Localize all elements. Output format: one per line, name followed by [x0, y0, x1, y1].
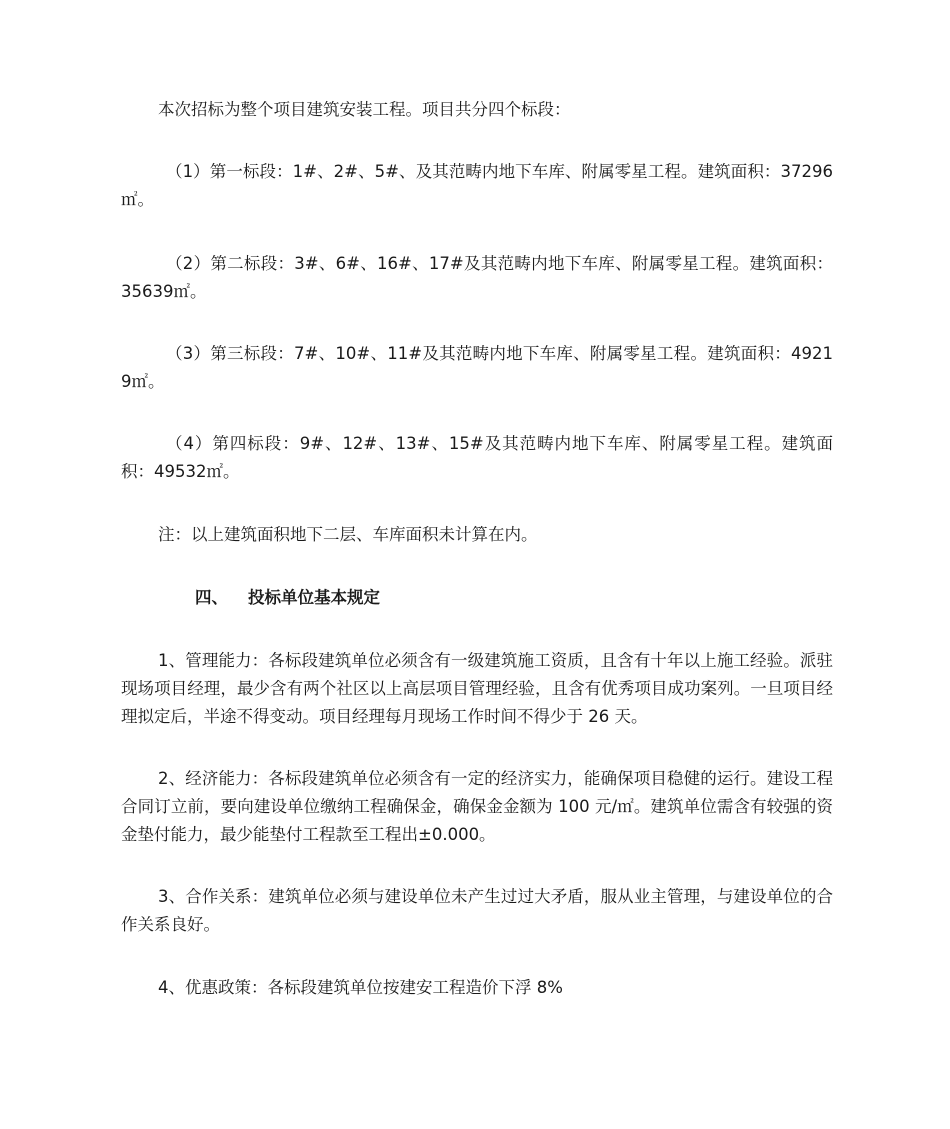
note-paragraph: 注：以上建筑面积地下二层、车库面积未计算在内。: [158, 525, 538, 544]
section-2-paragraph: （2）第二标段：3#、6#、16#、17#及其范畴内地下车库、附属零星工程。建筑面积： 35639㎡。: [121, 254, 833, 301]
rule-1-paragraph: 1、管理能力：各标段建筑单位必须含有一级建筑施工资质，且含有十年以上施工经验。派驻现场项目经理，最少含有两个社区以上高层项目管理经验，且含有优秀项目成功案列。一旦项目经理拟定后，半途不得变动。项目经理每月现场工作时间不得少于 26 天。: [121, 651, 833, 726]
section-4-paragraph: （4）第四标段：9#、12#、13#、15#及其范畴内地下车库、附属零星工程。建筑面积：49532㎡。: [121, 434, 833, 481]
rule-2-paragraph: 2、经济能力：各标段建筑单位必须含有一定的经济实力，能确保项目稳健的运行。建设工程合同订立前，要向建设单位缴纳工程确保金，确保金金额为 100 元/㎡。建筑单位需含有较强的资金垫付能力，最少能垫付工程款至工程出±0.000。: [121, 769, 833, 844]
rule-4-paragraph: 4、优惠政策：各标段建筑单位按建安工程造价下浮 8%: [158, 978, 563, 997]
intro-paragraph: 本次招标为整个项目建筑安装工程。项目共分四个标段：: [158, 100, 571, 119]
section-heading: [121, 584, 833, 612]
section-3-paragraph: （3）第三标段：7#、10#、11#及其范畴内地下车库、附属零星工程。建筑面积：49219㎡。: [121, 344, 833, 391]
section-heading-number: 四、: [195, 588, 228, 607]
rule-3-paragraph: 3、合作关系：建筑单位必须与建设单位未产生过过大矛盾，服从业主管理，与建设单位的合作关系良好。: [121, 887, 833, 934]
section-1-paragraph: （1）第一标段：1#、2#、5#、及其范畴内地下车库、附属零星工程。建筑面积：37296㎡。: [121, 162, 833, 209]
section-heading-title: 投标单位基本规定: [248, 588, 380, 607]
